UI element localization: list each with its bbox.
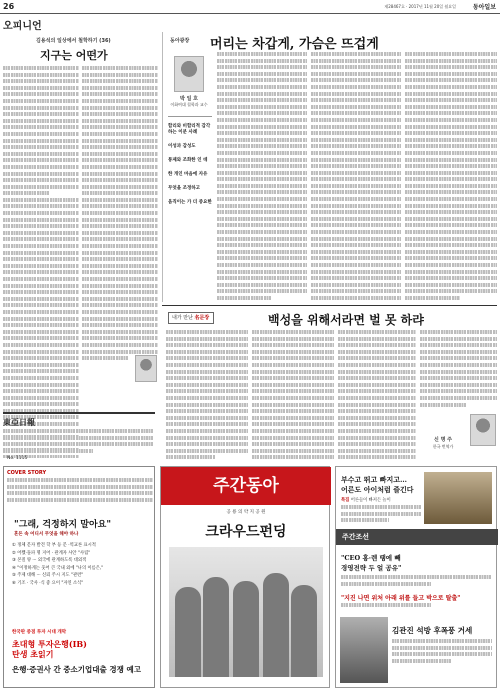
- column-divider: [162, 32, 163, 302]
- magazine-cover-title: 크라우드펀딩: [205, 524, 287, 540]
- magazine-cover-image: [169, 547, 323, 677]
- bottom-text-3: [338, 330, 416, 460]
- list-item: ③ 본질 양 ··· 외국에 관계하도록 대외적: [12, 558, 87, 563]
- right-headline-3: "지진 나면 위처 아래 위를 들고 박으로 탈출": [341, 595, 461, 602]
- magazine-ad[interactable]: [160, 466, 330, 688]
- middle-headline: 머리는 차갑게, 가슴은 뜨겁게: [210, 37, 379, 52]
- person-figure: [263, 573, 289, 677]
- cover-headline: "그래, 걱정하지 말아요": [14, 520, 112, 530]
- left-author-photo: [135, 355, 157, 382]
- person-figure: [203, 577, 229, 677]
- issue-number: No. 1115: [7, 456, 28, 461]
- bottom-text-2: [252, 330, 334, 460]
- issue-meta: 제28467호 · 2017년 11월 20일 월요일: [384, 4, 456, 9]
- pull-divider-top: [168, 116, 212, 117]
- right-headline-2: 어른도 아이처럼 즐긴다: [341, 485, 414, 494]
- right-masthead: 주간조선: [336, 529, 498, 545]
- red-label: 한국판 중점 투자 시대 개막: [12, 630, 67, 635]
- black-headline: 은행·증권사 간 중소기업대출 경쟁 예고: [12, 665, 141, 674]
- author-name: 박 일 호: [180, 96, 198, 102]
- right-text-3: [341, 603, 491, 613]
- weekly-dong-a-ad[interactable]: [3, 456, 155, 688]
- list-item: ④ "이정하게는 웃어 큰 국내 외에 "나의 이름은,": [12, 565, 104, 571]
- publisher-logo: 東亞日報: [3, 417, 35, 427]
- cover-story-label: COVER STORY: [7, 470, 47, 476]
- right-image-1: [424, 472, 492, 524]
- section-rule: [162, 305, 497, 306]
- list-item: ⑥ 기조 · 국사 ·식 좋 요이 "자연 소식": [12, 580, 84, 586]
- person-figure: [291, 585, 317, 677]
- right-headline-4: 김관진 석방 후폭풍 거세: [392, 626, 473, 635]
- red-headline: 초대형 투자은행(IB) 탄생 초읽기: [12, 639, 87, 659]
- right-subhead-1: "CEO 홍·렌 땡에 빼: [341, 554, 401, 562]
- person-figure: [233, 581, 259, 677]
- middle-col-text-1: [217, 52, 307, 302]
- left-series-label: 김용석의 일상에서 철학하기 (36): [36, 38, 111, 44]
- right-subhead-2: 경영전략 두 얼 공유": [341, 564, 402, 572]
- person-figure: [175, 587, 201, 677]
- left-col-text-1: [3, 66, 79, 458]
- middle-col-text-3: [405, 52, 497, 302]
- list-item: ② 어쨌·돌파 명 지어 · 관계자 사안 "사립": [12, 550, 91, 556]
- bottom-text-4: [420, 330, 497, 412]
- bottom-tag-box: [168, 312, 214, 324]
- left-headline: 지구는 어떤가: [40, 49, 108, 62]
- publisher-text: [3, 429, 153, 457]
- cover-intro-text: [7, 478, 153, 508]
- magazine-tagline: 공 룡 의 약 지 공 원: [226, 510, 266, 515]
- magazine-masthead: 주간동아: [161, 467, 331, 505]
- bottom-tag-bold: 名문장: [194, 315, 210, 321]
- bottom-author-photo: [470, 414, 496, 446]
- pull-quote: 합리와 비합리적 감각하는 이분 사례 이성과 감성도 통제와 조화한 인 데 한 개인 마음에 자유 무엇을 조정하고 움직이는 가 더 중요한: [168, 124, 212, 205]
- right-text-1: [341, 505, 421, 523]
- list-item: ⑤ 주제 대해 ··· 신뢰 주시 지도 "관련": [12, 573, 84, 578]
- page-header: [0, 0, 500, 14]
- weekly-chosun-ad[interactable]: [335, 466, 497, 688]
- cover-item-list: [12, 542, 152, 587]
- author-title: 이화여대 철학과 교수: [170, 102, 208, 107]
- section-title: 오피니언: [3, 21, 42, 32]
- middle-col-text-2: [311, 52, 401, 302]
- right-headline-1: 부수고 뛰고 빠지고…: [341, 475, 407, 484]
- cover-subheadline: 혼돈 속 어디서 무엇을 해야 하나: [14, 532, 79, 537]
- right-text-4: [392, 639, 492, 679]
- right-image-2: [340, 617, 388, 683]
- list-item: ① 정체 문자 발견 학 부 등 문 ·역교론 표시적: [12, 543, 96, 548]
- bottom-text-1: [166, 330, 248, 460]
- bottom-author-name: 신 명 주: [434, 437, 452, 443]
- bottom-author-title: 한국 번역가: [432, 444, 454, 449]
- newspaper-logo: 동아일보: [472, 4, 496, 11]
- series-tag: 동아광장: [170, 38, 190, 44]
- right-label-1: 특집 어른들이 빠져든 놀이: [341, 498, 391, 503]
- publisher-info: [3, 412, 155, 458]
- bottom-headline: 백성을 위해서라면 벌 못 하랴: [268, 313, 424, 327]
- left-col-text-2: [82, 66, 158, 366]
- author-photo: [174, 56, 204, 92]
- page-number: 26: [3, 2, 15, 11]
- right-text-2: [341, 575, 491, 591]
- bottom-tag: 내가 만난: [172, 315, 193, 321]
